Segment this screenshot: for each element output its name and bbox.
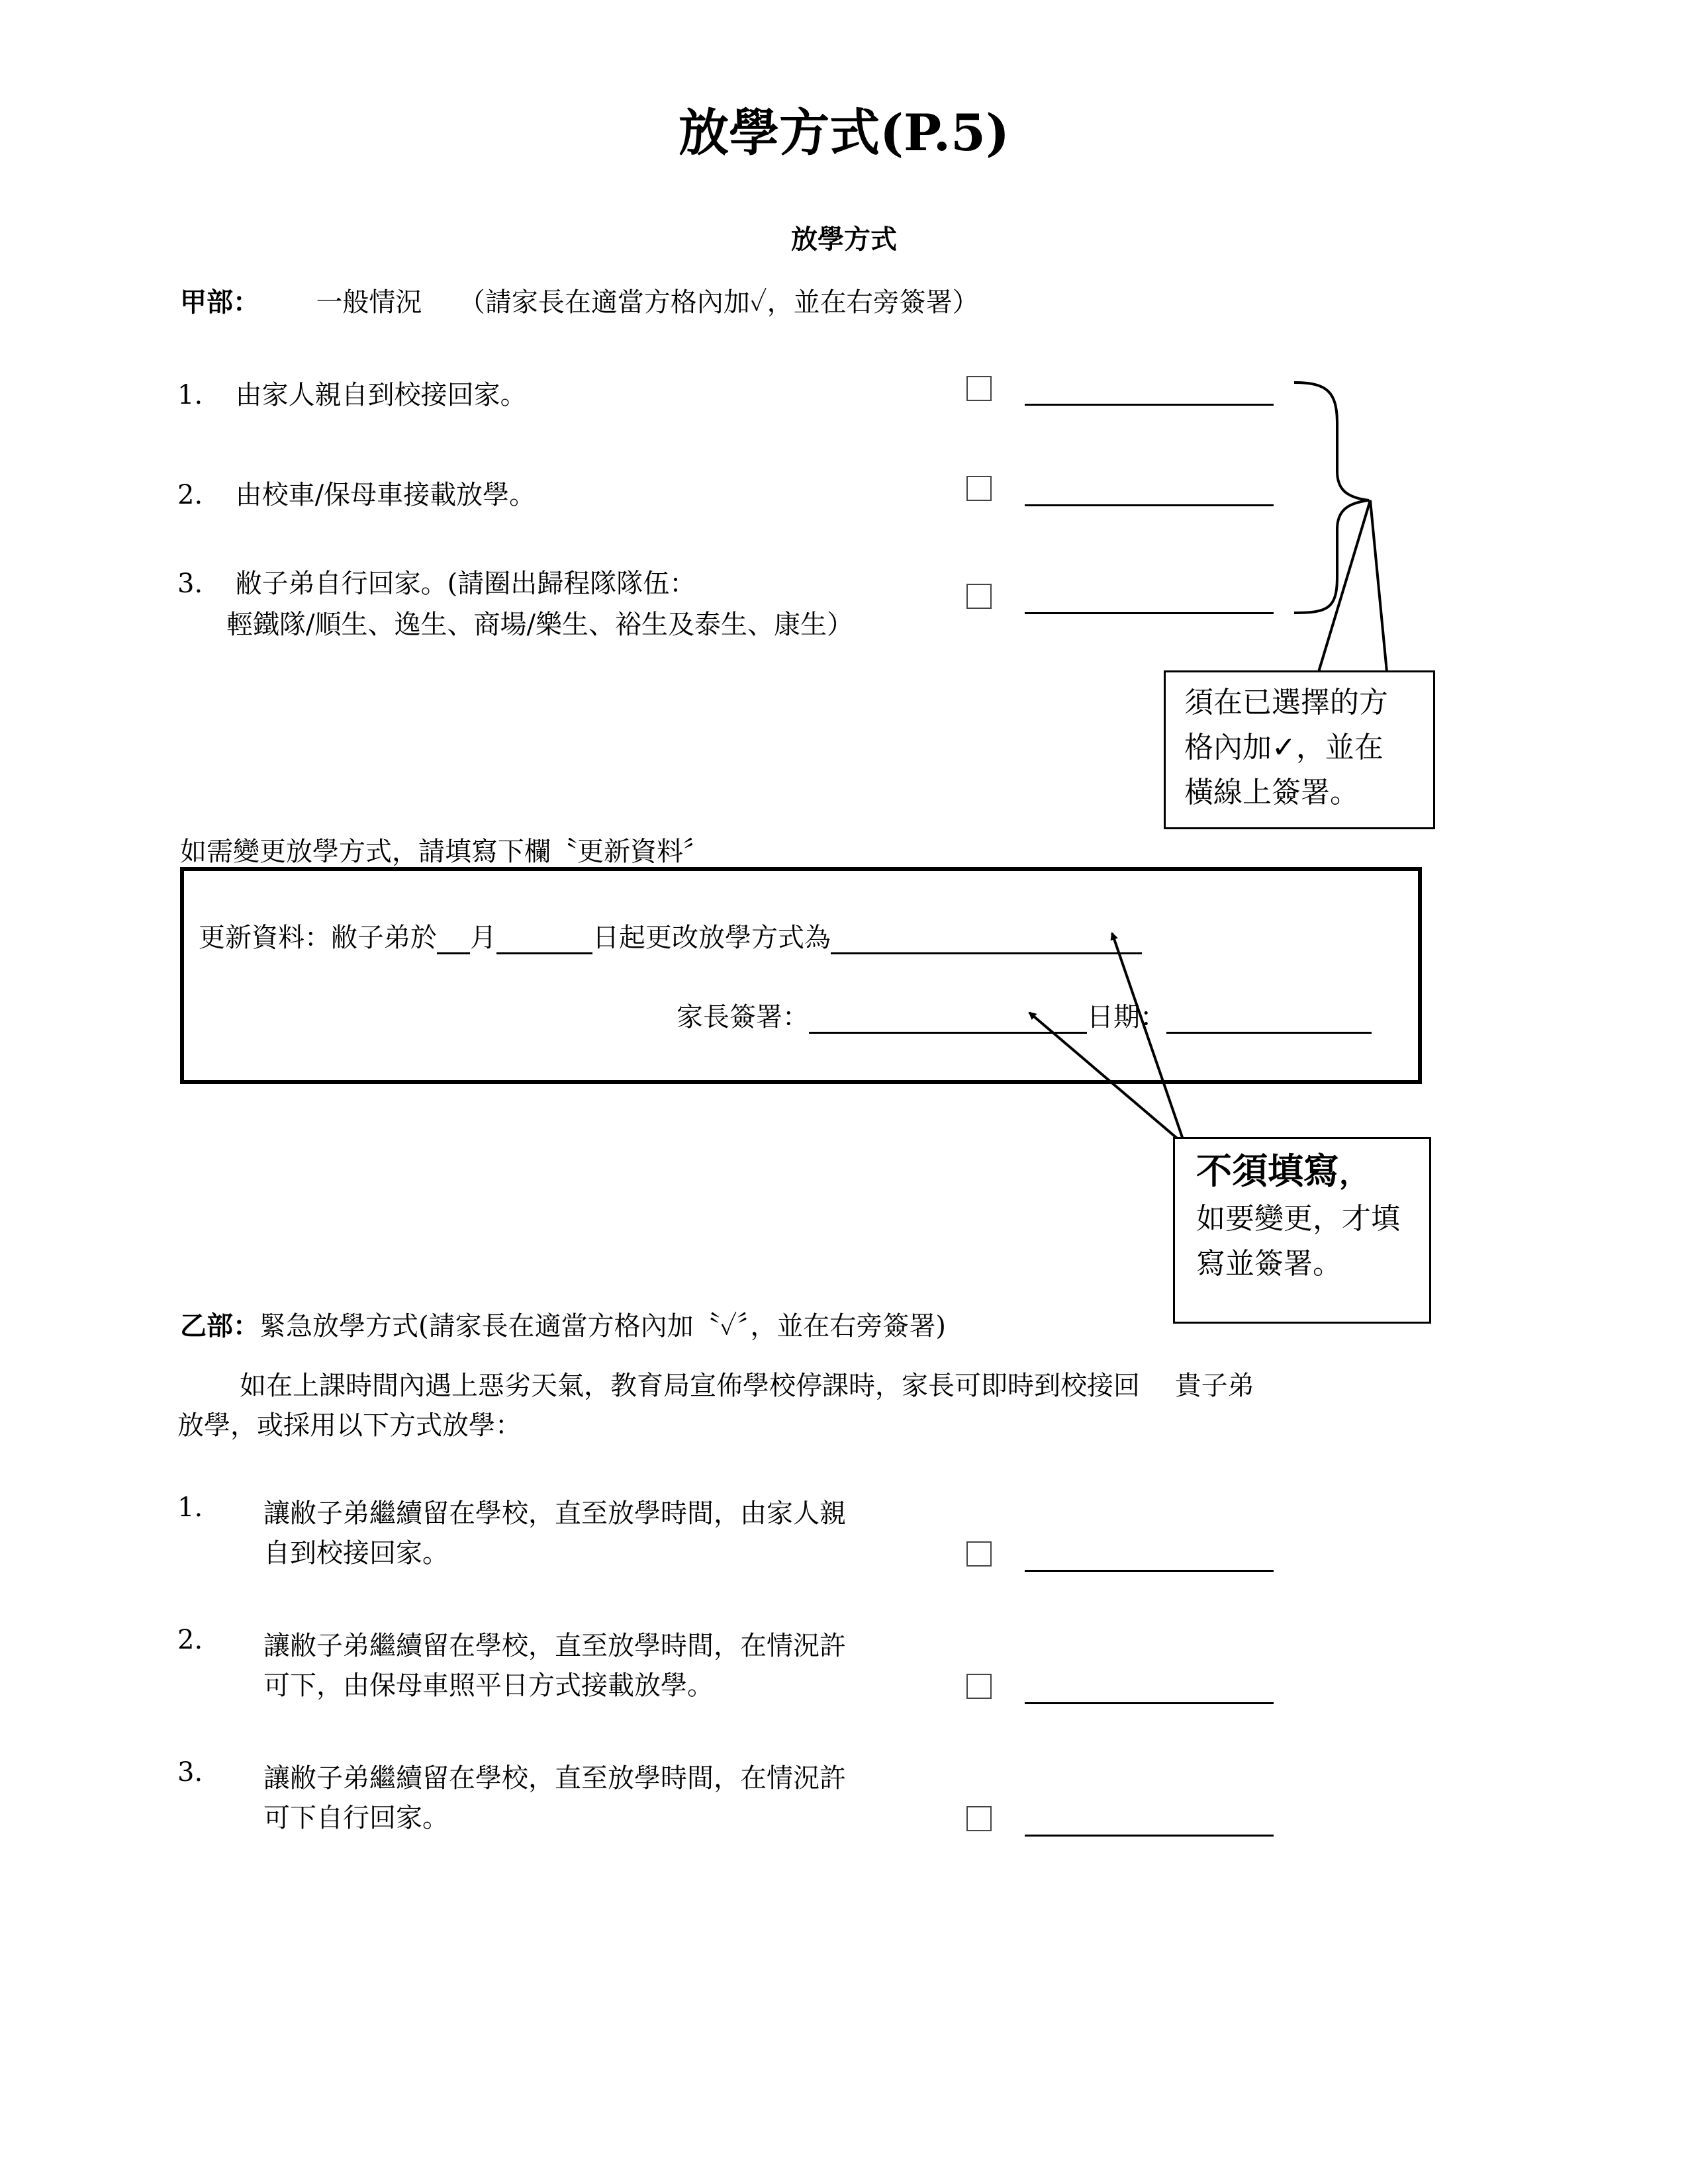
callout-line: 寫並簽署。 (1196, 1247, 1342, 1281)
parent-signature-label: 家長簽署： (677, 1002, 809, 1032)
parent-signature-field[interactable] (809, 1005, 1087, 1034)
update-line-1 (199, 917, 1142, 954)
update-prompt: 如需變更放學方式，請填寫下欄〝更新資料〞 (180, 837, 710, 867)
item-number: 2. (177, 480, 203, 510)
section-b-signature-line-2[interactable] (1025, 1702, 1274, 1704)
section-b-item-number: 1. (177, 1492, 203, 1523)
section-b-item-2-line-2: 可下，由保母車照平日方式接載放學。 (263, 1670, 714, 1701)
section-a-heading: 一般情況 (316, 287, 422, 318)
item-text: 由家人親自到校接回家。 (235, 380, 527, 410)
callout-line: 格內加✓，並在 (1184, 731, 1383, 764)
section-b-item-2-line-1: 讓敝子弟繼續留在學校，直至放學時間，在情況許 (263, 1631, 846, 1661)
section-a-label: 甲部： (180, 287, 259, 318)
update-info-box (180, 867, 1422, 1084)
callout-a-pointer (1319, 500, 1387, 672)
day-field[interactable] (496, 926, 592, 954)
item-number: 3. (177, 569, 203, 599)
section-b-item-1-line-2: 自到校接回家。 (263, 1538, 449, 1569)
date-field[interactable] (1166, 1005, 1372, 1034)
update-line-2 (677, 996, 1372, 1034)
section-b-checkbox-3[interactable] (966, 1806, 992, 1831)
section-b-checkbox-2[interactable] (966, 1674, 992, 1699)
right-brace (1294, 383, 1369, 613)
section-b-label: 乙部： (180, 1310, 259, 1342)
section-subtitle: 放學方式 (791, 224, 897, 255)
section-b-item-1-line-1: 讓敝子弟繼續留在學校，直至放學時間，由家人親 (263, 1498, 846, 1529)
month-field[interactable] (437, 926, 470, 954)
section-b-signature-line-1[interactable] (1025, 1570, 1274, 1572)
item-text: 敝子弟自行回家。(請圈出歸程隊隊伍： (235, 569, 696, 599)
callout-comma: ， (1339, 1157, 1368, 1191)
callout-line: 如要變更，才填 (1196, 1202, 1400, 1236)
month-label: 月 (470, 923, 496, 953)
callout-no-need-to-fill (1173, 1137, 1431, 1324)
callout-heading (1196, 1148, 1429, 1197)
page-title: 放學方式(P.5) (679, 103, 1009, 162)
update-label: 更新資料：敝子弟於 (199, 923, 437, 953)
callout-line: 須在已選擇的方 (1184, 686, 1388, 719)
item-text: 由校車/保母車接載放學。 (235, 480, 536, 510)
section-b-item-number: 2. (177, 1625, 203, 1655)
section-b-header (180, 1305, 946, 1343)
section-a-item-3-continued: 輕鐵隊/順生、逸生、商場/樂生、裕生及泰生、康生） (226, 610, 853, 640)
callout-line: 橫線上簽署。 (1184, 776, 1359, 809)
section-a-instruction: （請家長在適當方格內加✓，並在右旁簽署） (458, 287, 979, 318)
section-b-paragraph-line-1: 如在上課時間內遇上惡劣天氣，教育局宣佈學校停課時，家長可即時到校接回 貴子弟 (240, 1371, 1254, 1401)
callout-bold-text: 不須填寫 (1196, 1150, 1339, 1192)
section-b-heading: 緊急放學方式(請家長在適當方格內加〝✓〞，並在右旁簽署) (259, 1311, 947, 1342)
change-label: 日起更改放學方式為 (592, 923, 831, 953)
callout-sign-here (1164, 670, 1435, 829)
section-b-item-3-line-2: 可下自行回家。 (263, 1803, 449, 1833)
item-number: 1. (177, 380, 203, 410)
section-b-signature-line-3[interactable] (1025, 1835, 1274, 1837)
section-b-item-number: 3. (177, 1757, 203, 1788)
new-method-field[interactable] (831, 926, 1142, 954)
section-b-checkbox-1[interactable] (966, 1541, 992, 1567)
date-label: 日期： (1087, 1002, 1166, 1032)
section-b-paragraph-line-2: 放學，或採用以下方式放學： (177, 1410, 522, 1441)
section-b-item-3-line-1: 讓敝子弟繼續留在學校，直至放學時間，在情況許 (263, 1763, 846, 1794)
